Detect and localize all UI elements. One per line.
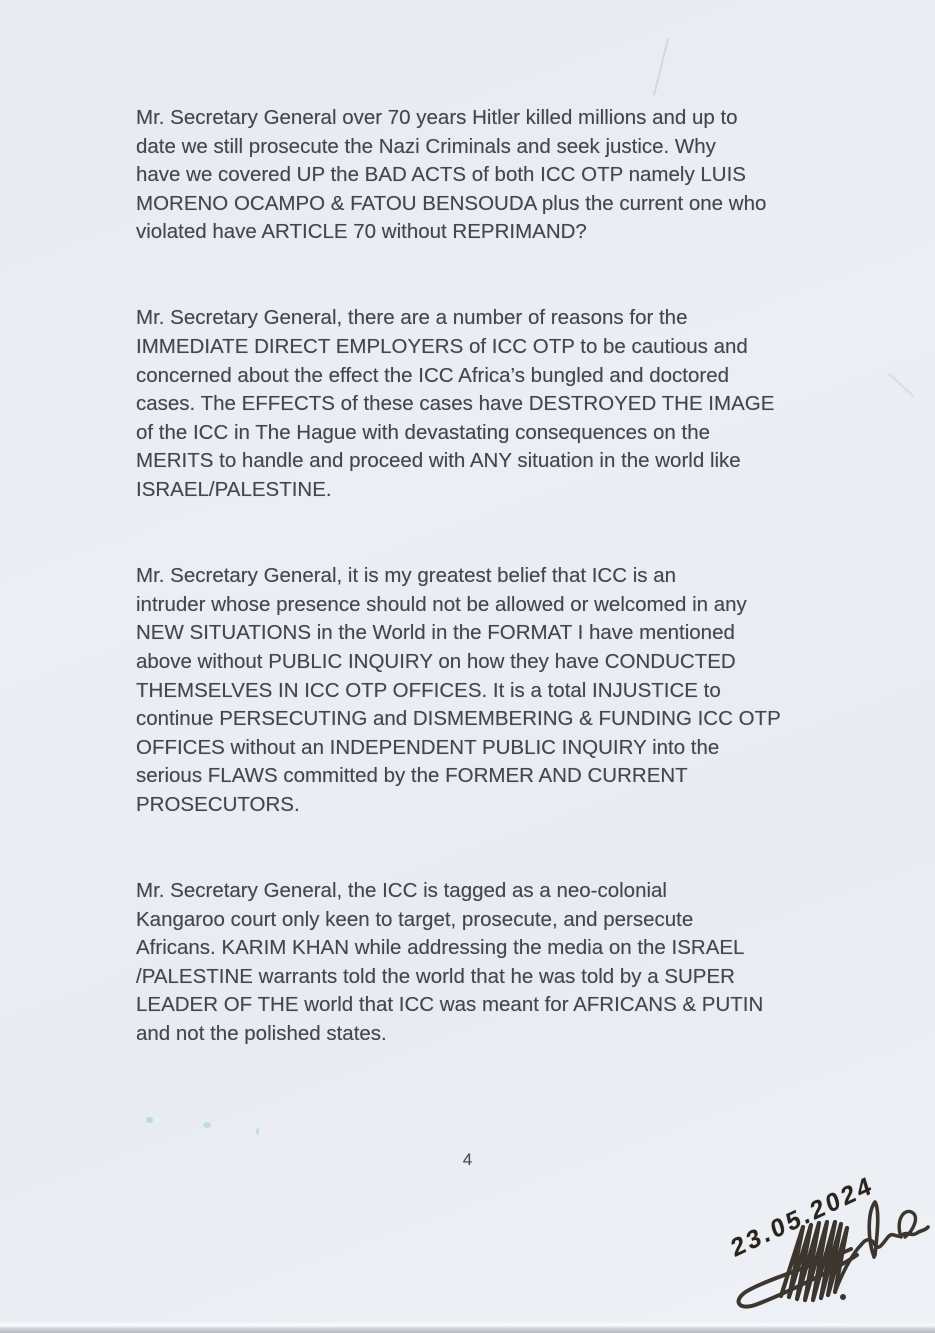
text-line: OFFICES without an INDEPENDENT PUBLIC INQUIRY into the xyxy=(136,735,720,759)
text-line: MORENO OCAMPO & FATOU BENSOUDA plus the current one who xyxy=(136,191,767,215)
text-line: MERITS to handle and proceed with ANY situation in the world like xyxy=(136,449,741,473)
text-line: Mr. Secretary General, it is my greatest belief that ICC is an xyxy=(136,564,677,588)
paragraph xyxy=(136,304,881,504)
text-line: concerned about the effect the ICC Africa’s bungled and doctored xyxy=(136,363,730,387)
text-line: date we still prosecute the Nazi Criminals and seek justice. Why xyxy=(136,134,716,158)
paragraph xyxy=(136,877,881,1049)
letter-body xyxy=(136,104,881,1106)
ink-speck xyxy=(256,1128,259,1135)
text-line: NEW SITUATIONS in the World in the FORMAT I have mentioned xyxy=(136,621,735,645)
paragraph xyxy=(136,562,881,819)
paragraph xyxy=(136,104,881,247)
text-line: continue PERSECUTING and DISMEMBERING & FUNDING ICC OTP xyxy=(136,707,781,731)
text-line: ISRAEL/PALESTINE. xyxy=(136,478,332,502)
text-line: /PALESTINE warrants told the world that he was told by a SUPER xyxy=(136,964,735,988)
text-line: PROSECUTORS. xyxy=(136,792,300,816)
scan-edge xyxy=(0,1322,935,1333)
handwritten-date: 23.05.2024 xyxy=(728,1170,877,1264)
text-line: cases. The EFFECTS of these cases have DESTROYED THE IMAGE xyxy=(136,392,775,416)
paper-crease xyxy=(653,39,668,96)
text-line: serious FLAWS committed by the FORMER AND CURRENT xyxy=(136,764,688,788)
text-line: violated have ARTICLE 70 without REPRIMAND? xyxy=(136,220,587,244)
text-line: LEADER OF THE world that ICC was meant for AFRICANS & PUTIN xyxy=(136,993,764,1017)
text-line: above without PUBLIC INQUIRY on how they have CONDUCTED xyxy=(136,649,736,673)
text-line: Kangaroo court only keen to target, prosecute, and persecute xyxy=(136,907,694,931)
text-line: intruder whose presence should not be allowed or welcomed in any xyxy=(136,592,747,616)
text-line: Mr. Secretary General, the ICC is tagged as a neo-colonial xyxy=(136,878,667,902)
paper-crease xyxy=(888,373,914,397)
page-number: 4 xyxy=(462,1150,473,1169)
text-line: THEMSELVES IN ICC OTP OFFICES. It is a total INJUSTICE to xyxy=(136,678,721,702)
signature-block xyxy=(700,1170,935,1333)
ink-speck xyxy=(146,1117,153,1123)
signature-scribble-icon xyxy=(725,1193,935,1333)
text-line: Mr. Secretary General over 70 years Hitler killed millions and up to xyxy=(136,106,738,129)
text-line: IMMEDIATE DIRECT EMPLOYERS of ICC OTP to be cautious and xyxy=(136,335,748,359)
text-line: of the ICC in The Hague with devastating consequences on the xyxy=(136,420,710,444)
text-line: and not the polished states. xyxy=(136,1021,387,1045)
text-line: Mr. Secretary General, there are a number of reasons for the xyxy=(136,306,688,330)
ink-speck xyxy=(203,1122,211,1128)
text-line: Africans. KARIM KHAN while addressing the media on the ISRAEL xyxy=(136,936,745,960)
text-line: have we covered UP the BAD ACTS of both ICC OTP namely LUIS xyxy=(136,163,746,187)
